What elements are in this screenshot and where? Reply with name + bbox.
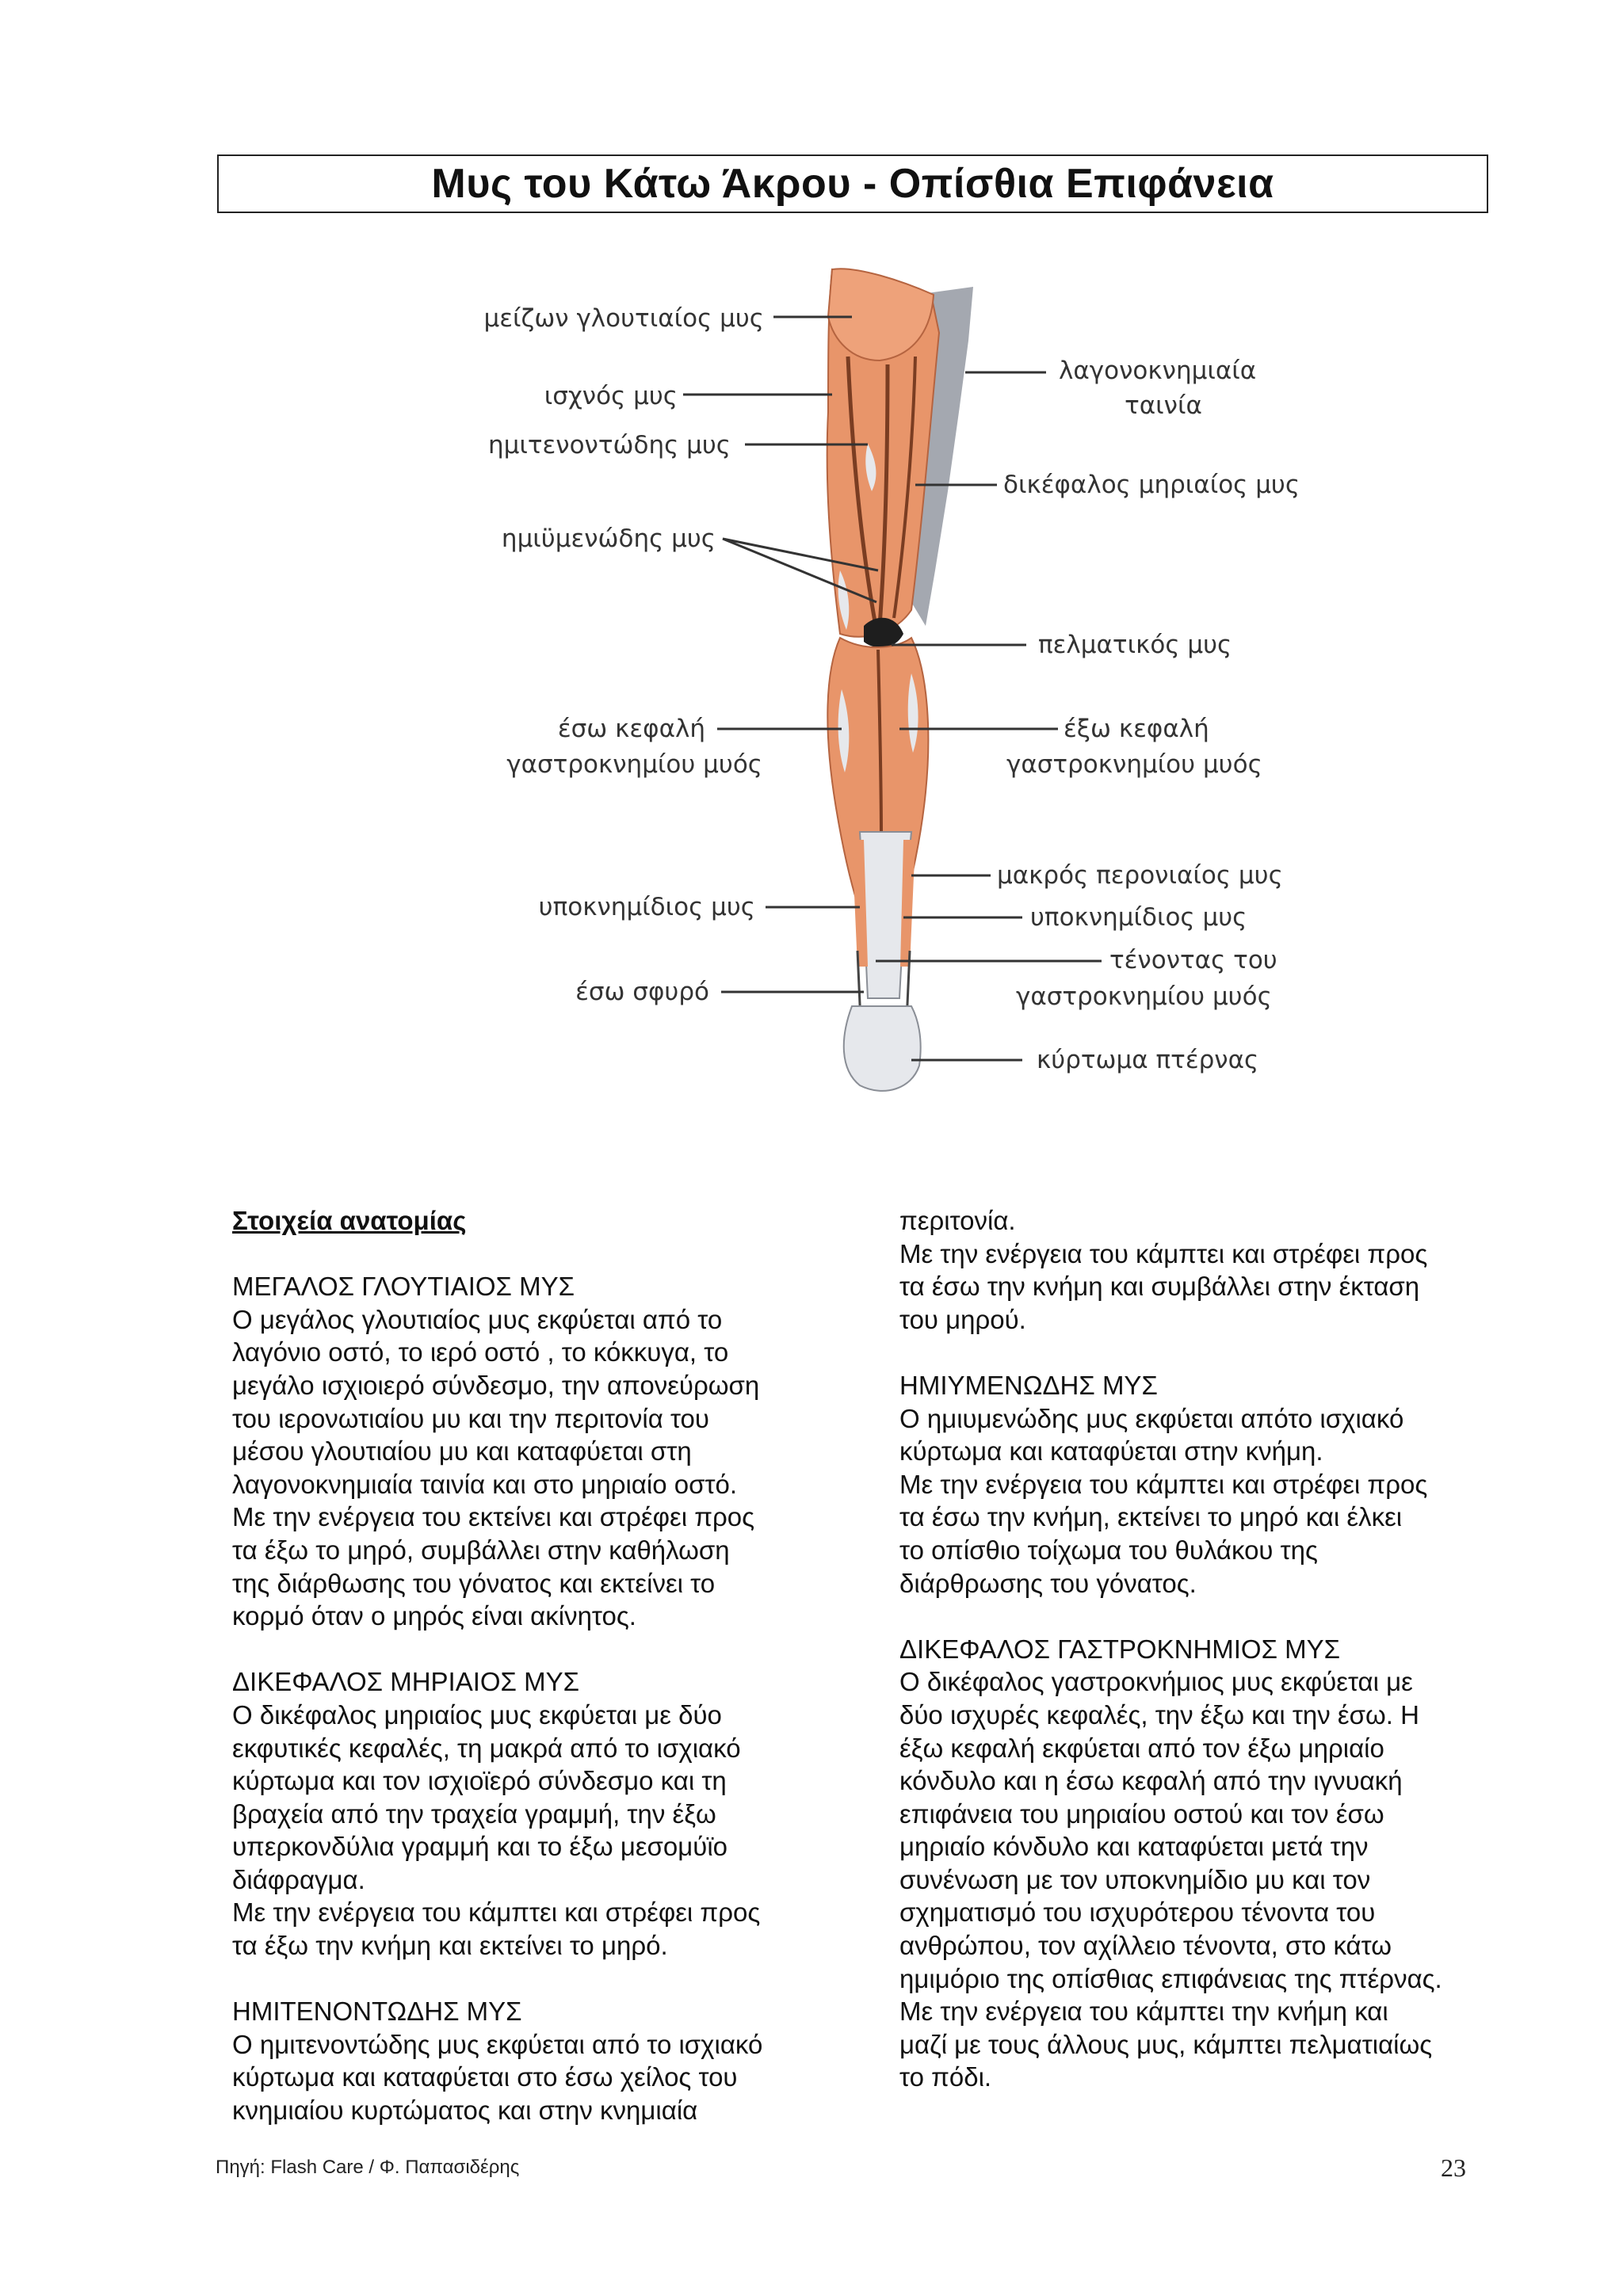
label-lateral-head-2: γαστροκνημίου μυός [1006,750,1262,779]
body-line: μαζί με τους άλλους μυς, κάμπτει πελματιαίως [899,2029,1433,2059]
body-line: Με την ενέργεια του κάμπτει και στρέφει προς [232,1897,761,1928]
label-gluteus-maximus: μείζων γλουτιαίος μυς [483,304,764,333]
figure-labels-left [483,304,764,1006]
right-sections [899,1204,1526,2094]
title-box [217,154,1488,213]
body-line: κνημιαίου κυρτώματος και στην κνημιαία [232,2096,698,2126]
section-heading: ΗΜΙΤΕΝΟΝΤΩΔΗΣ ΜΥΣ [232,1997,522,2027]
label-lateral-head-1: έξω κεφαλή [1064,715,1209,743]
body-line: τα έξω την κνήμη και εκτείνει το μηρό. [232,1931,668,1961]
section-heading: ΜΕΓΑΛΟΣ ΓΛΟΥΤΙΑΙΟΣ ΜΥΣ [232,1272,575,1302]
left-column [232,1204,858,2127]
body-line: κύρτωμα και καταφύεται στην κνήμη. [899,1436,1323,1466]
body-line: Με την ενέργεια του κάμπτει την κνήμη και [899,1997,1388,2027]
label-medial-malleolus: έσω σφυρό [575,978,709,1006]
body-line: υπερκονδύλια γραμμή και το έξω μεσομύϊο [232,1832,728,1862]
body-line: Με την ενέργεια του εκτείνει και στρέφει προς [232,1502,755,1532]
body-line: Ο δικέφαλος γαστροκνήμιος μυς εκφύεται με [899,1667,1413,1697]
leg-drawing [827,269,973,1091]
body-line: Ο δικέφαλος μηριαίος μυς εκφύεται με δύο [232,1699,722,1730]
right-column [899,1204,1526,2094]
figure-labels-right [997,357,1300,1074]
page-number: 23 [1441,2153,1466,2182]
body-line: Ο ημιυμενώδης μυς εκφύεται απότο ισχιακό [899,1403,1404,1433]
body-line: κορμό όταν ο μηρός είναι ακίνητος. [232,1601,636,1631]
body-line: το πόδι. [899,2062,992,2092]
body-line: λαγόνιο οστό, το ιερό οστό , το κόκκυγα, το [232,1337,729,1367]
body-line: Με την ενέργεια του κάμπτει και στρέφει προς [899,1238,1428,1268]
section-heading: ΔΙΚΕΦΑΛΟΣ ΜΗΡΙΑΙΟΣ ΜΥΣ [232,1667,580,1697]
label-iliotibial-2: ταινία [1125,391,1202,420]
body-line: ημιμόριο της οπίσθιας επιφάνειας της πτέρνας. [899,1963,1442,1993]
body-line: μεγάλο ισχιοιερό σύνδεσμο, την απονεύρωση [232,1370,760,1400]
body-line: Ο ημιτενοντώδης μυς εκφύεται από το ισχιακό [232,2029,763,2059]
section-title: Στοιχεία ανατομίας [232,1206,467,1235]
label-medial-head-1: έσω κεφαλή [557,715,705,743]
body-line: διάρθρωσης του γόνατος. [899,1568,1197,1598]
body-line: του μηρού. [899,1304,1026,1334]
body-line: τα έσω την κνήμη, εκτείνει το μηρό και έλκει [899,1502,1403,1532]
body-line: μηριαίο κόνδυλο και καταφύεται μετά την [899,1832,1369,1862]
body-line: εκφυτικές κεφαλές, τη μακρά από το ισχιακό [232,1733,741,1763]
label-achilles-2: γαστροκνημίου μυός [1016,982,1272,1011]
label-soleus-right: υποκνημίδιος μυς [1030,903,1247,932]
body-line: λαγονοκνημιαία ταινία και στο μηριαίο οστό. [232,1469,738,1499]
leg-muscles-illustration [0,238,1623,1109]
body-line: μέσου γλουτιαίου μυ και καταφύεται στη [232,1436,692,1466]
label-biceps-femoris: δικέφαλος μηριαίος μυς [1003,471,1300,499]
body-line: Με την ενέργεια του κάμπτει και στρέφει προς [899,1469,1428,1499]
body-line: βραχεία από την τραχεία γραμμή, την έξω [232,1798,716,1829]
heel [844,1006,921,1091]
body-line: συνένωση με τον υποκνημίδιο μυ και τον [899,1864,1371,1894]
body-line: κόνδυλο και η έσω κεφαλή από την ιγνυακή [899,1766,1403,1796]
footer-source: Πηγή: Flash Care / Φ. Παπασιδέρης [216,2157,520,2178]
body-line: έξω κεφαλή εκφύεται από τον έξω μηριαίο [899,1733,1384,1763]
body-line: διάφραγμα. [232,1864,365,1894]
label-soleus-left: υποκνημίδιος μυς [538,893,755,921]
label-plantaris: πελματικός μυς [1038,631,1232,659]
body-line: κύρτωμα και καταφύεται στο έσω χείλος του [232,2062,738,2092]
body-line: ανθρώπου, τον αχίλλειο τένοντα, στο κάτω [899,1931,1392,1961]
section-heading: ΔΙΚΕΦΑΛΟΣ ΓΑΣΤΡΟΚΝΗΜΙΟΣ ΜΥΣ [899,1634,1341,1664]
label-peroneus-longus: μακρός περονιαίος μυς [997,861,1283,890]
label-iliotibial-1: λαγονοκνημιαία [1059,357,1257,385]
label-medial-head-2: γαστροκνημίου μυός [506,750,762,779]
label-semimembranosus: ημιϋμενώδης μυς [501,524,716,553]
body-line: δύο ισχυρές κεφαλές, την έξω και την έσω. Η [899,1699,1419,1730]
page-title: Μυς του Κάτω Άκρου - Οπίσθια Επιφάνεια [431,161,1274,207]
body-line: σχηματισμό του ισχυρότερου τένοντα του [899,1897,1376,1928]
label-calcaneal-tuberosity: κύρτωμα πτέρνας [1037,1046,1259,1074]
body-line: επιφάνεια του μηριαίου οστού και τον έσω [899,1798,1384,1829]
body-line: τα έξω το μηρό, συμβάλλει στην καθήλωση [232,1535,730,1565]
body-line: της διάρθωσης του γόνατος και εκτείνει το [232,1568,716,1598]
left-sections [232,1270,858,2126]
label-achilles-1: τένοντας του [1109,946,1277,974]
body-line: Ο μεγάλος γλουτιαίος μυς εκφύεται από το [232,1304,723,1334]
body-line: κύρτωμα και τον ισχιοϊερό σύνδεσμο και τη [232,1766,727,1796]
body-line: περιτονία. [899,1206,1016,1235]
label-semitendinosus: ημιτενοντώδης μυς [487,431,731,460]
label-gracilis: ισχνός μυς [544,382,678,410]
body-line: το οπίσθιο τοίχωμα του θυλάκου της [899,1535,1318,1565]
section-heading: ΗΜΙΥΜΕΝΩΔΗΣ ΜΥΣ [899,1370,1158,1400]
body-line: του ιερονωτιαίου μυ και την περιτονία του [232,1403,709,1433]
body-line: τα έσω την κνήμη και συμβάλλει στην έκταση [899,1272,1420,1302]
